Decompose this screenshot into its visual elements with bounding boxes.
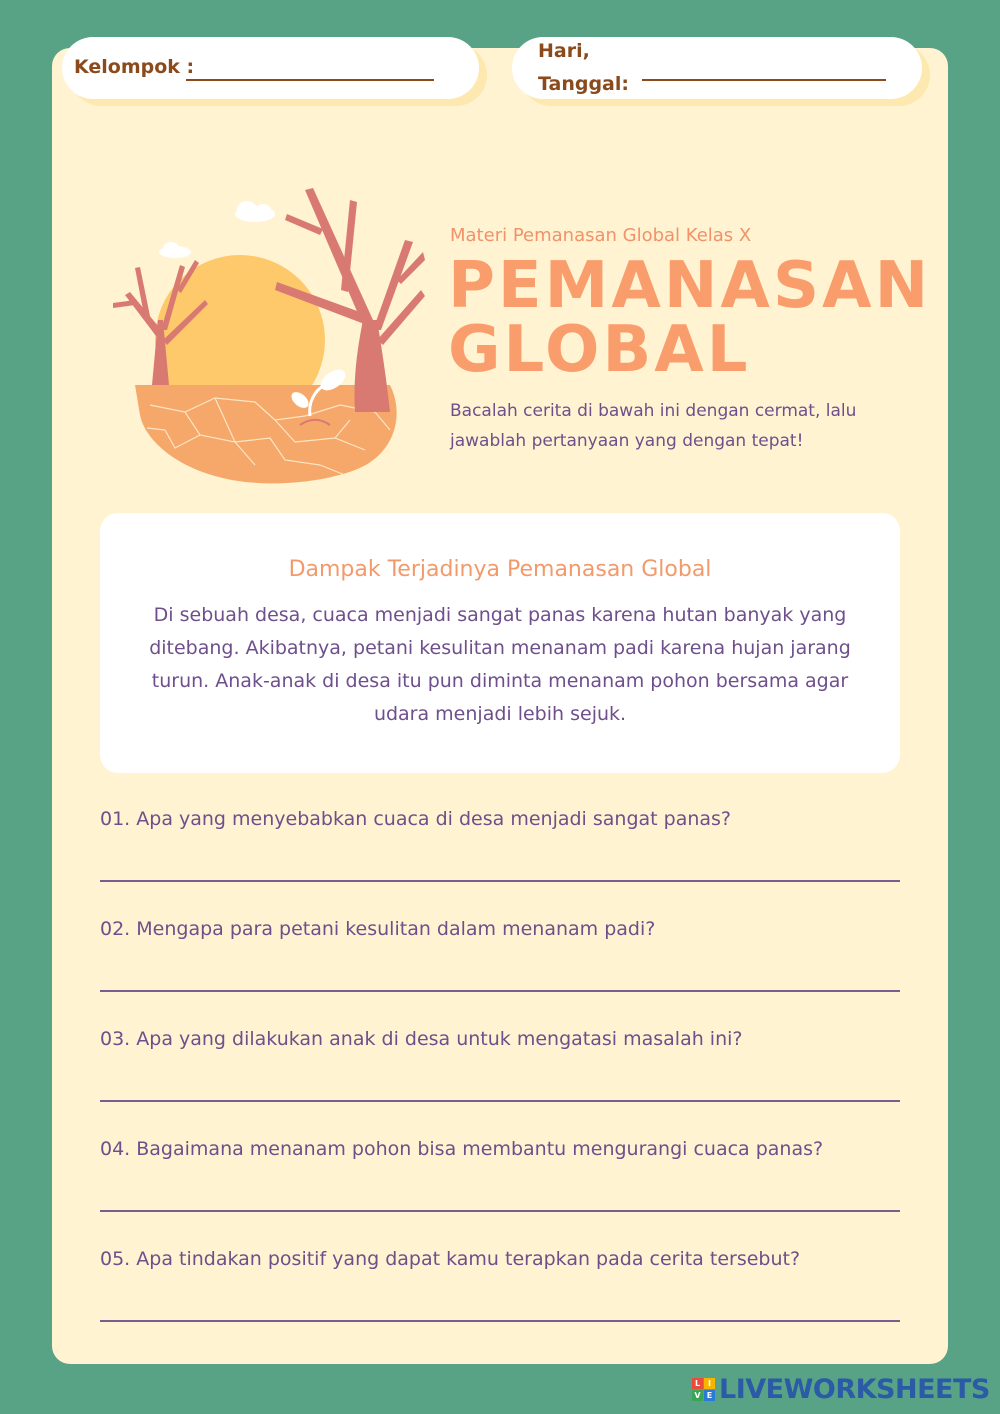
liveworksheets-logo (692, 1372, 990, 1406)
question-3: 03. Apa yang dilakukan anak di desa untuk mengatasi masalah ini? (100, 1028, 743, 1050)
question-2: 02. Mengapa para petani kesulitan dalam menanam padi? (100, 918, 656, 940)
logo-text: LIVEWORKSHEETS (719, 1373, 990, 1405)
group-label: Kelompok : (74, 56, 195, 78)
story-title: Dampak Terjadinya Pemanasan Global (288, 557, 712, 582)
answer-line-1[interactable] (100, 880, 900, 882)
instruction-text: Bacalah cerita di bawah ini dengan cermat, lalu jawablah pertanyaan yang dengan tepat! (450, 401, 857, 451)
page-title (448, 249, 932, 387)
group-input-line[interactable] (186, 79, 434, 81)
question-5: 05. Apa tindakan positif yang dapat kamu terapkan pada cerita tersebut? (100, 1248, 801, 1270)
subject-subtitle: Materi Pemanasan Global Kelas X (450, 225, 752, 246)
date-input-line[interactable] (642, 79, 886, 81)
date-label: Tanggal: (538, 73, 629, 95)
answer-line-2[interactable] (100, 990, 900, 992)
question-4: 04. Bagaimana menanam pohon bisa membantu mengurangi cuaca panas? (100, 1138, 824, 1160)
answer-line-5[interactable] (100, 1320, 900, 1322)
answer-line-4[interactable] (100, 1210, 900, 1212)
story-box (100, 513, 900, 773)
story-text: Di sebuah desa, cuaca menjadi sangat panas karena hutan banyak yang ditebang. Akibatnya, petani kesulitan menanam padi karena hujan jarang turun. Anak-anak di desa itu pun diminta menanam pohon bersama agar udara menjadi lebih sejuk. (149, 604, 851, 725)
logo-grid-icon: L I V E (692, 1378, 715, 1401)
title-line-2: GLOBAL (448, 313, 751, 387)
question-1: 01. Apa yang menyebabkan cuaca di desa menjadi sangat panas? (100, 808, 732, 830)
day-label: Hari, (538, 40, 590, 62)
dry-trees-illustration (105, 180, 425, 490)
answer-line-3[interactable] (100, 1100, 900, 1102)
title-line-1: PEMANASAN (448, 249, 932, 323)
